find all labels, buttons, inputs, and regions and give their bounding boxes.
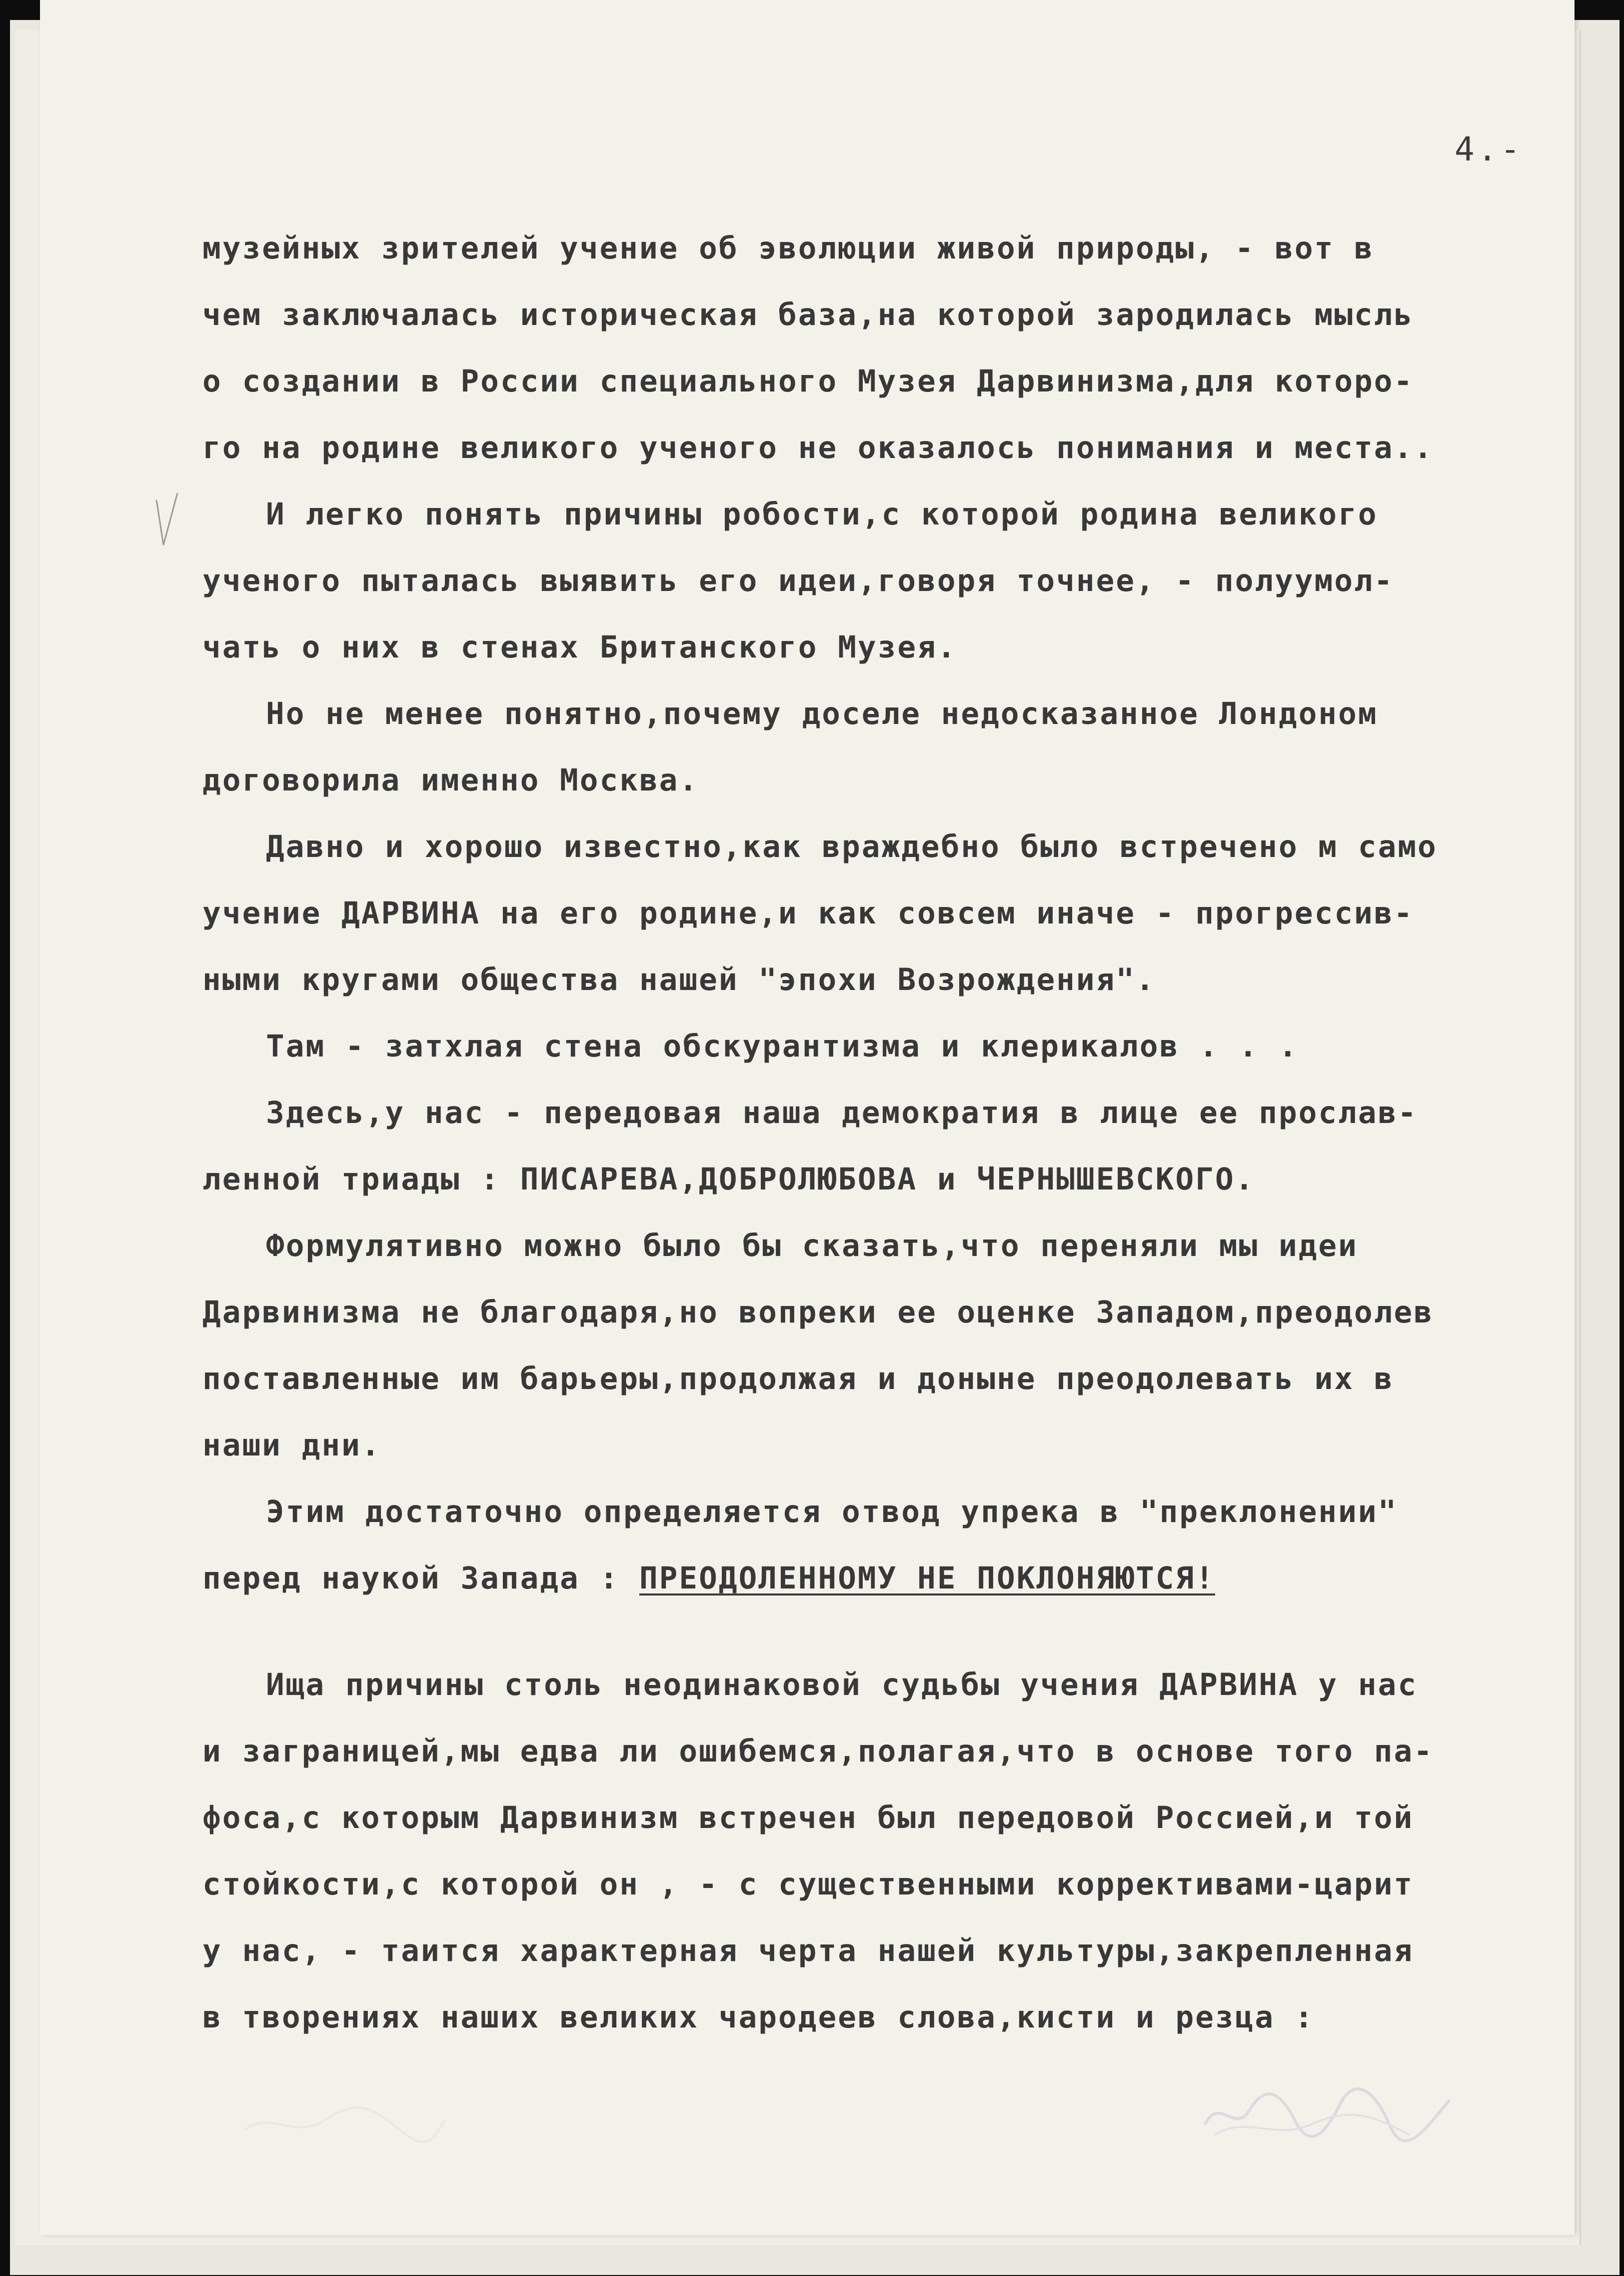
text-line: Но не менее понятно,почему доселе недосказанное Лондоном — [266, 696, 1378, 732]
text-line: фоса,с которым Дарвинизм встречен был передовой Россией,и той — [202, 1800, 1414, 1836]
faint-stamp-mark — [1200, 2080, 1460, 2145]
text-line: чем заключалась историческая база,на которой зародилась мысль — [202, 297, 1414, 332]
text-line: го на родине великого ученого не оказалось понимания и места.. — [202, 430, 1434, 466]
text-line: о создании в России специального Музея Дарвинизма,для которо- — [202, 364, 1414, 399]
text-line: Там - затхлая стена обскурантизма и клерикалов . . . — [266, 1028, 1299, 1064]
text-line: чать о них в стенах Британского Музея. — [202, 630, 957, 665]
text-line: музейных зрителей учение об эволюции живой природы, - вот в — [202, 230, 1374, 266]
underlined-slogan: ПРЕОДОЛЕННОМУ НЕ ПОКЛОНЯЮТСЯ! — [639, 1560, 1215, 1596]
text-line: договорила именно Москва. — [202, 762, 699, 798]
text-line: Здесь,у нас - передовая наша демократия в лице ее прослав- — [266, 1095, 1418, 1130]
text-line: И легко понять причины робости,с которой родина великого — [266, 496, 1378, 532]
faint-stamp-mark — [240, 2090, 450, 2150]
text-line: Дарвинизма не благодаря,но вопреки ее оценке Западом,преодолев — [202, 1294, 1434, 1330]
text-line-start: перед наукой Запада : — [202, 1560, 639, 1596]
typewritten-text — [202, 215, 1612, 2050]
text-line: у нас, - таится характерная черта нашей культуры,закрепленная — [202, 1933, 1414, 1968]
text-line: ленной триады : ПИСАРЕВА,ДОБРОЛЮБОВА и ЧЕРНЫШЕВСКОГО. — [202, 1162, 1255, 1197]
text-line: ными кругами общества нашей "эпохи Возрождения". — [202, 962, 1156, 998]
text-line: наши дни. — [202, 1428, 381, 1463]
pencil-tick-mark — [152, 490, 182, 550]
document-page — [40, 0, 1575, 2235]
text-line: Формулятивно можно было бы сказать,что переняли мы идеи — [266, 1228, 1358, 1264]
paragraph-gap — [202, 1612, 1612, 1652]
text-line: ученого пыталась выявить его идеи,говоря точнее, - полуумол- — [202, 563, 1394, 598]
page-number: 4.- — [1455, 130, 1524, 168]
text-line: стойкости,с которой он , - с существенными коррективами-царит — [202, 1866, 1414, 1902]
text-line: Этим достаточно определяется отвод упрека в "преклонении" — [266, 1494, 1398, 1530]
text-line: и заграницей,мы едва ли ошибемся,полагая,что в основе того па- — [202, 1734, 1434, 1769]
text-line: учение ДАРВИНА на его родине,и как совсем иначе - прогрессив- — [202, 896, 1414, 931]
text-line: в творениях наших великих чародеев слова,кисти и резца : — [202, 2000, 1315, 2035]
text-line — [202, 1545, 1612, 1612]
text-line: поставленные им барьеры,продолжая и доныне преодолевать их в — [202, 1361, 1394, 1396]
text-line: Давно и хорошо известно,как враждебно было встречено м само — [266, 829, 1438, 864]
text-line: Ища причины столь неодинаковой судьбы учения ДАРВИНА у нас — [266, 1667, 1418, 1702]
